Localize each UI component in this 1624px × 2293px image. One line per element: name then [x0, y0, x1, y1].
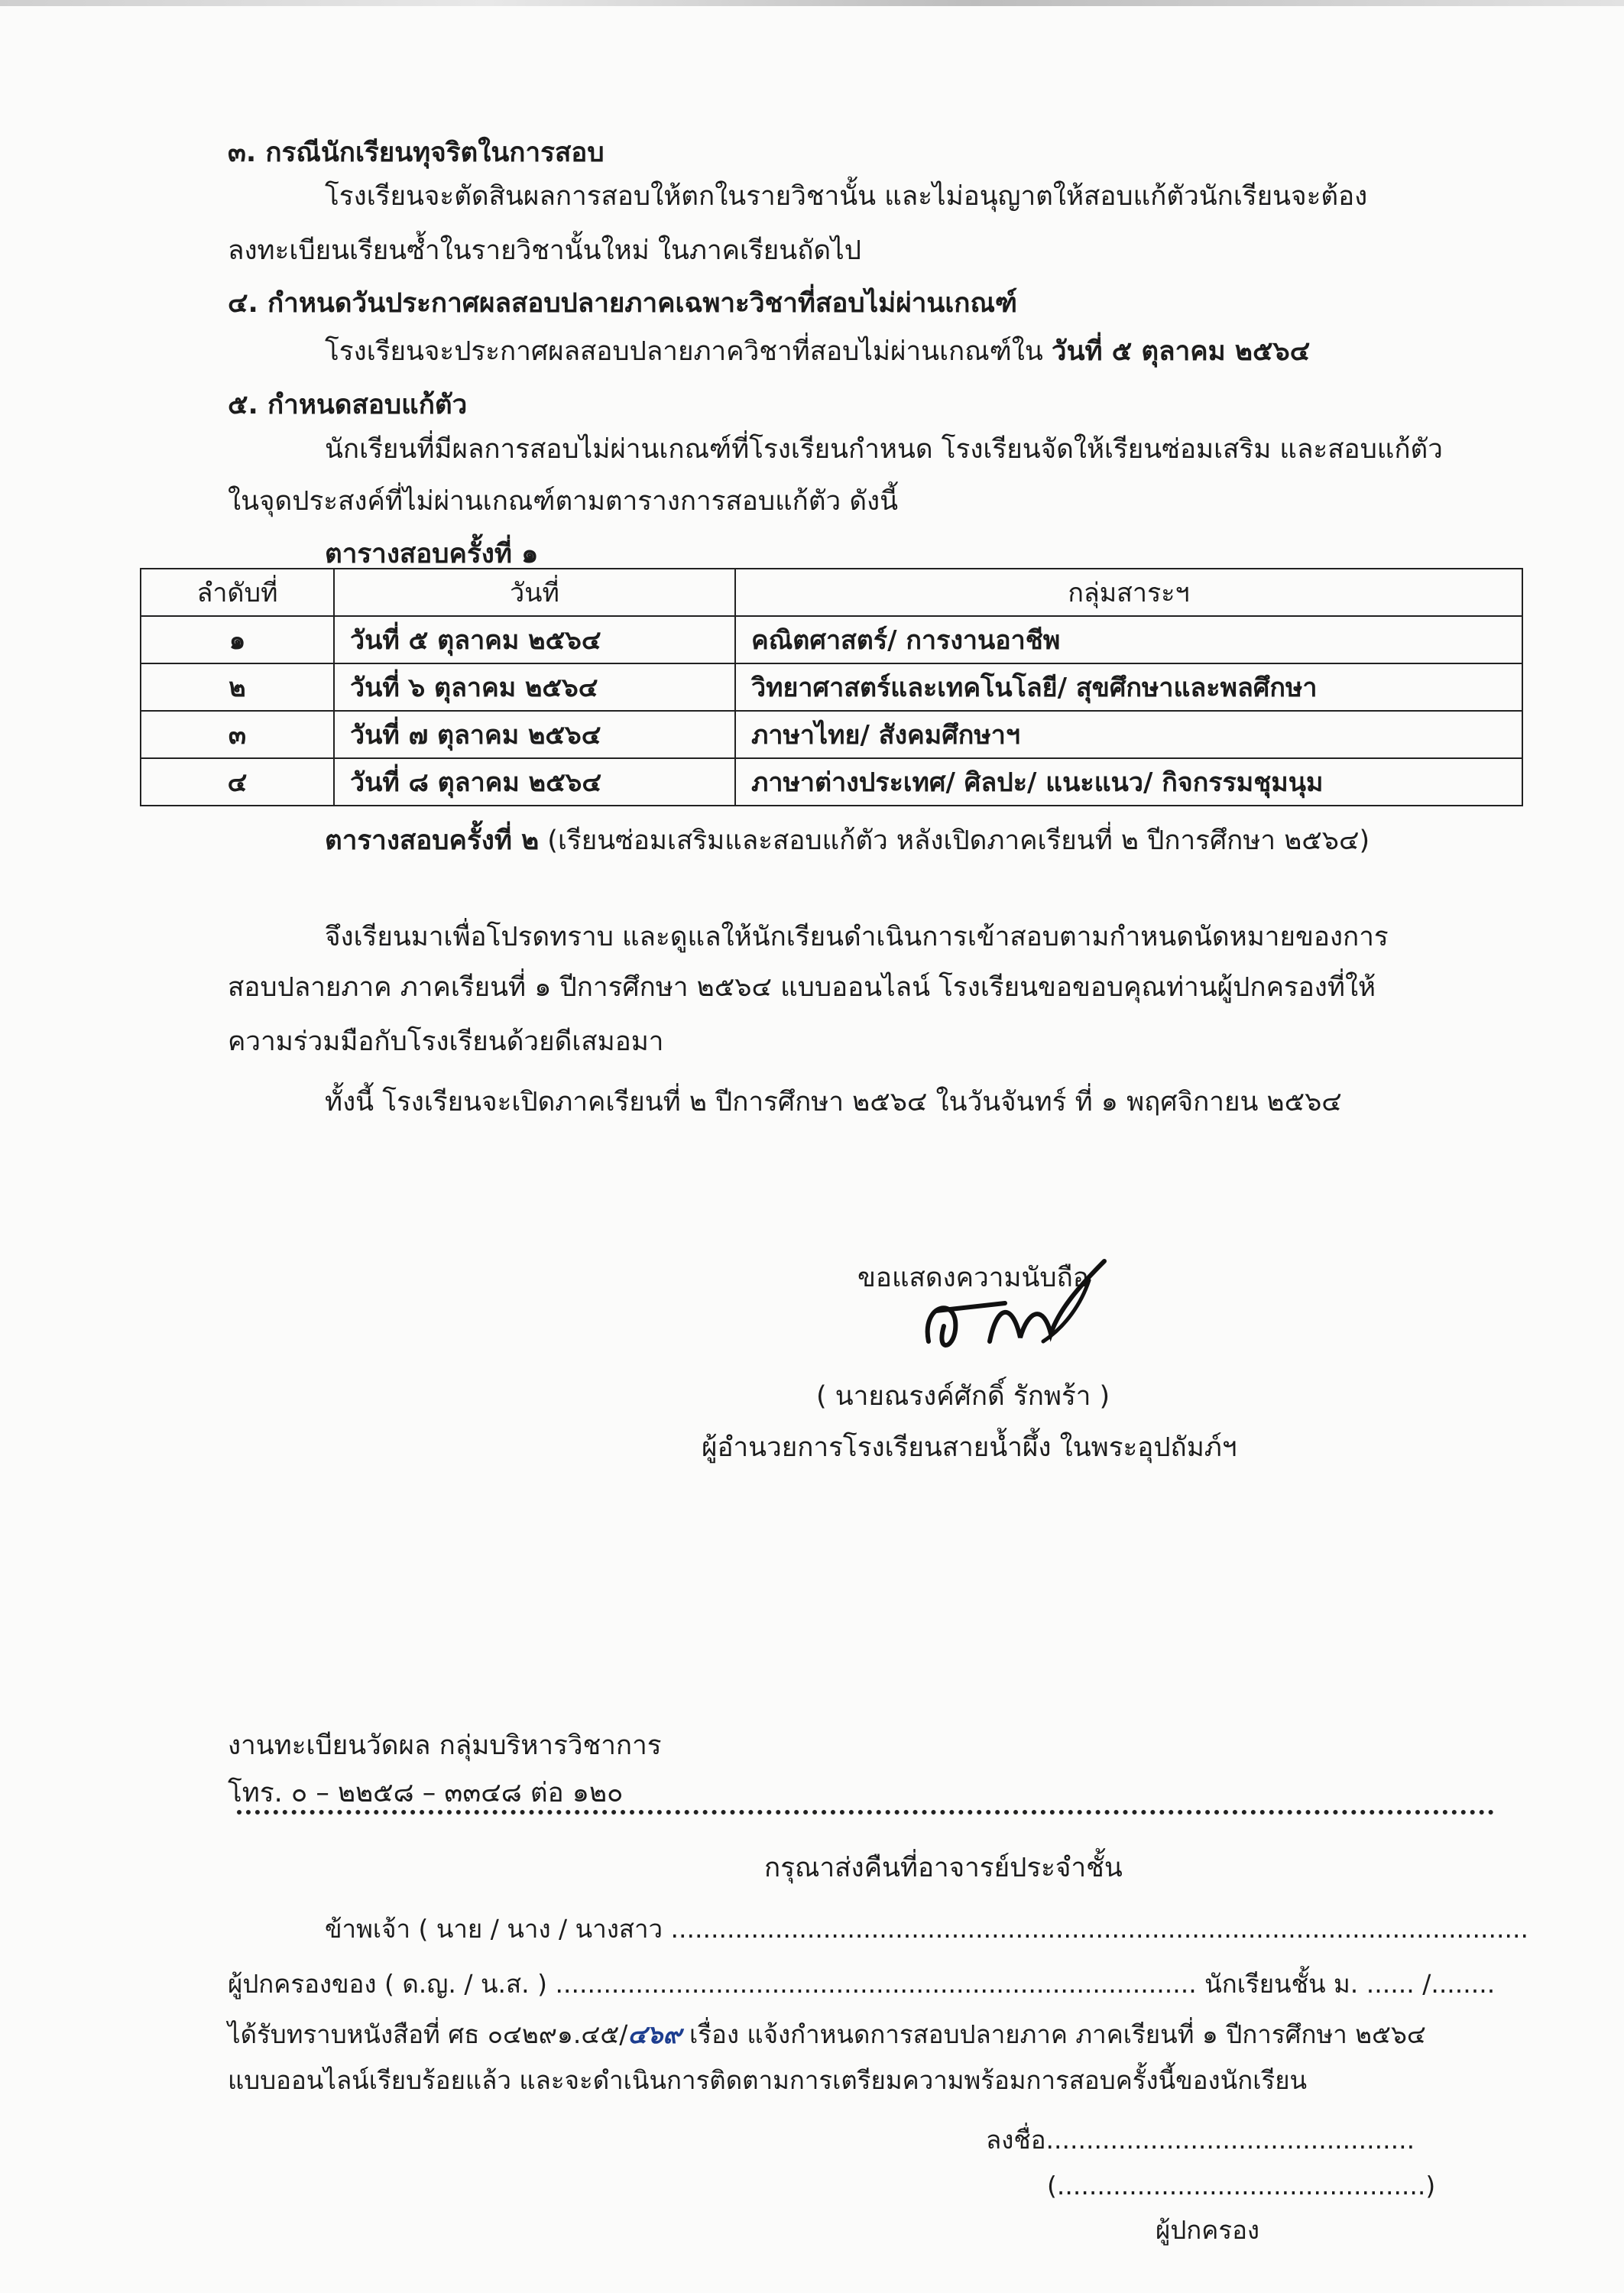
page-edge-strip: [0, 0, 1624, 6]
reply-line3: [228, 2018, 1426, 2051]
row-no: ๑: [141, 616, 334, 663]
row-subject: วิทยาศาสตร์และเทคโนโลยี/ สุขศึกษาและพลศึกษา: [735, 663, 1522, 711]
schedule2-note: (เรียนซ่อมเสริมและสอบแก้ตัว หลังเปิดภาคเรียนที่ ๒ ปีการศึกษา ๒๕๖๔): [547, 825, 1370, 856]
table-row: [141, 711, 1522, 758]
contact-phone: โทร. ๐ – ๒๒๕๘ – ๓๓๔๘ ต่อ ๑๒๐: [228, 1778, 624, 1808]
section4-heading: ๔. กำหนดวันประกาศผลสอบปลายภาคเฉพาะวิชาที่สอบไม่ผ่านเกณฑ์: [228, 288, 1018, 319]
regards-text: ขอแสดงความนับถือ: [857, 1263, 1089, 1293]
row-date: วันที่ ๕ ตุลาคม ๒๕๖๔: [334, 616, 735, 663]
col-header-no: ลำดับที่: [141, 569, 334, 616]
table-header-row: [141, 569, 1522, 616]
closing-line2: สอบปลายภาค ภาคเรียนที่ ๑ ปีการศึกษา ๒๕๖๔ แบบออนไลน์ โรงเรียนขอขอบคุณท่านผู้ปกครองที่ให้: [228, 972, 1376, 1003]
section3-heading: ๓. กรณีนักเรียนทุจริตในการสอบ: [228, 138, 605, 168]
closing-line3: ความร่วมมือกับโรงเรียนด้วยดีเสมอมา: [228, 1026, 664, 1057]
parent-sign-line: ลงชื่อ..............................................: [986, 2125, 1415, 2155]
handwritten-doc-number: ๔๖๙: [627, 2019, 682, 2049]
reply-line3-post: เรื่อง แจ้งกำหนดการสอบปลายภาค ภาคเรียนที่ ๑ ปีการศึกษา ๒๕๖๔: [681, 2019, 1426, 2049]
section5-line1: นักเรียนที่มีผลการสอบไม่ผ่านเกณฑ์ที่โรงเรียนกำหนด โรงเรียนจัดให้เรียนซ่อมเสริม และสอบแก้ตัว: [325, 434, 1443, 465]
signature-scribble: [913, 1257, 1112, 1364]
table-row: [141, 616, 1522, 663]
schedule-table: [140, 568, 1523, 806]
row-date: วันที่ ๖ ตุลาคม ๒๕๖๔: [334, 663, 735, 711]
parent-name-line: (..............................................): [1047, 2171, 1436, 2201]
reply-line4: แบบออนไลน์เรียบร้อยแล้ว และจะดำเนินการติดตามการเตรียมความพร้อมการสอบครั้งนี้ของนักเรียน: [228, 2065, 1308, 2095]
signer-position: ผู้อำนวยการโรงเรียนสายน้ำผึ้ง ในพระอุปถัมภ์ฯ: [702, 1432, 1237, 1463]
parent-role: ผู้ปกครอง: [1156, 2215, 1259, 2245]
row-no: ๔: [141, 758, 334, 806]
row-subject: คณิตศาสตร์/ การงานอาชีพ: [735, 616, 1522, 663]
row-subject: ภาษาไทย/ สังคมศึกษาฯ: [735, 711, 1522, 758]
return-note: กรุณาส่งคืนที่อาจารย์ประจำชั้น: [764, 1853, 1123, 1883]
contact-dept: งานทะเบียนวัดผล กลุ่มบริหารวิชาการ: [228, 1730, 662, 1761]
table-row: [141, 663, 1522, 711]
col-header-date: วันที่: [334, 569, 735, 616]
section4-line1-text: โรงเรียนจะประกาศผลสอบปลายภาควิชาที่สอบไม่ผ่านเกณฑ์ใน: [325, 336, 1043, 367]
schedule2-line: [325, 824, 1370, 858]
signer-name: ( นายณรงค์ศักดิ์ รักพร้า ): [816, 1381, 1110, 1412]
reply-line3-pre: ได้รับทราบหนังสือที่ ศธ ๐๔๒๙๑.๔๕/: [228, 2019, 628, 2049]
schedule2-title: ตารางสอบครั้งที่ ๒: [325, 825, 540, 856]
section3-line1: โรงเรียนจะตัดสินผลการสอบให้ตกในรายวิชานั้น และไม่อนุญาตให้สอบแก้ตัวนักเรียนจะต้อง: [325, 181, 1368, 212]
closing-line4: ทั้งนี้ โรงเรียนจะเปิดภาคเรียนที่ ๒ ปีการศึกษา ๒๕๖๔ ในวันจันทร์ ที่ ๑ พฤศจิกายน ๒๕๖๔: [325, 1087, 1342, 1117]
col-header-subject: กลุ่มสาระฯ: [735, 569, 1522, 616]
row-no: ๓: [141, 711, 334, 758]
table-row: [141, 758, 1522, 806]
row-no: ๒: [141, 663, 334, 711]
section5-heading: ๕. กำหนดสอบแก้ตัว: [228, 390, 468, 420]
row-date: วันที่ ๗ ตุลาคม ๒๕๖๔: [334, 711, 735, 758]
section3-line2: ลงทะเบียนเรียนซ้ำในรายวิชานั้นใหม่ ในภาคเรียนถัดไป: [228, 235, 861, 266]
closing-line1: จึงเรียนมาเพื่อโปรดทราบ และดูแลให้นักเรียนดำเนินการเข้าสอบตามกำหนดนัดหมายของการ: [325, 922, 1389, 952]
reply-line1: ข้าพเจ้า ( นาย / นาง / นางสาว ...........................................................................................................: [325, 1914, 1528, 1944]
section5-line2: ในจุดประสงค์ที่ไม่ผ่านเกณฑ์ตามตารางการสอบแก้ตัว ดังนี้: [228, 486, 899, 517]
row-date: วันที่ ๘ ตุลาคม ๒๕๖๔: [334, 758, 735, 806]
tear-off-dotted-line: [237, 1810, 1494, 1815]
section4-announce-date: วันที่ ๕ ตุลาคม ๒๕๖๔: [1051, 336, 1311, 367]
section4-line1: [325, 335, 1310, 368]
reply-line2: ผู้ปกครองของ ( ด.ญ. / น.ส. ) ................................................................................ นักเรียนชั้น ม. ...... /........: [228, 1969, 1496, 1999]
schedule1-title: ตารางสอบครั้งที่ ๑: [325, 539, 539, 569]
row-subject: ภาษาต่างประเทศ/ ศิลปะ/ แนะแนว/ กิจกรรมชุมนุม: [735, 758, 1522, 806]
